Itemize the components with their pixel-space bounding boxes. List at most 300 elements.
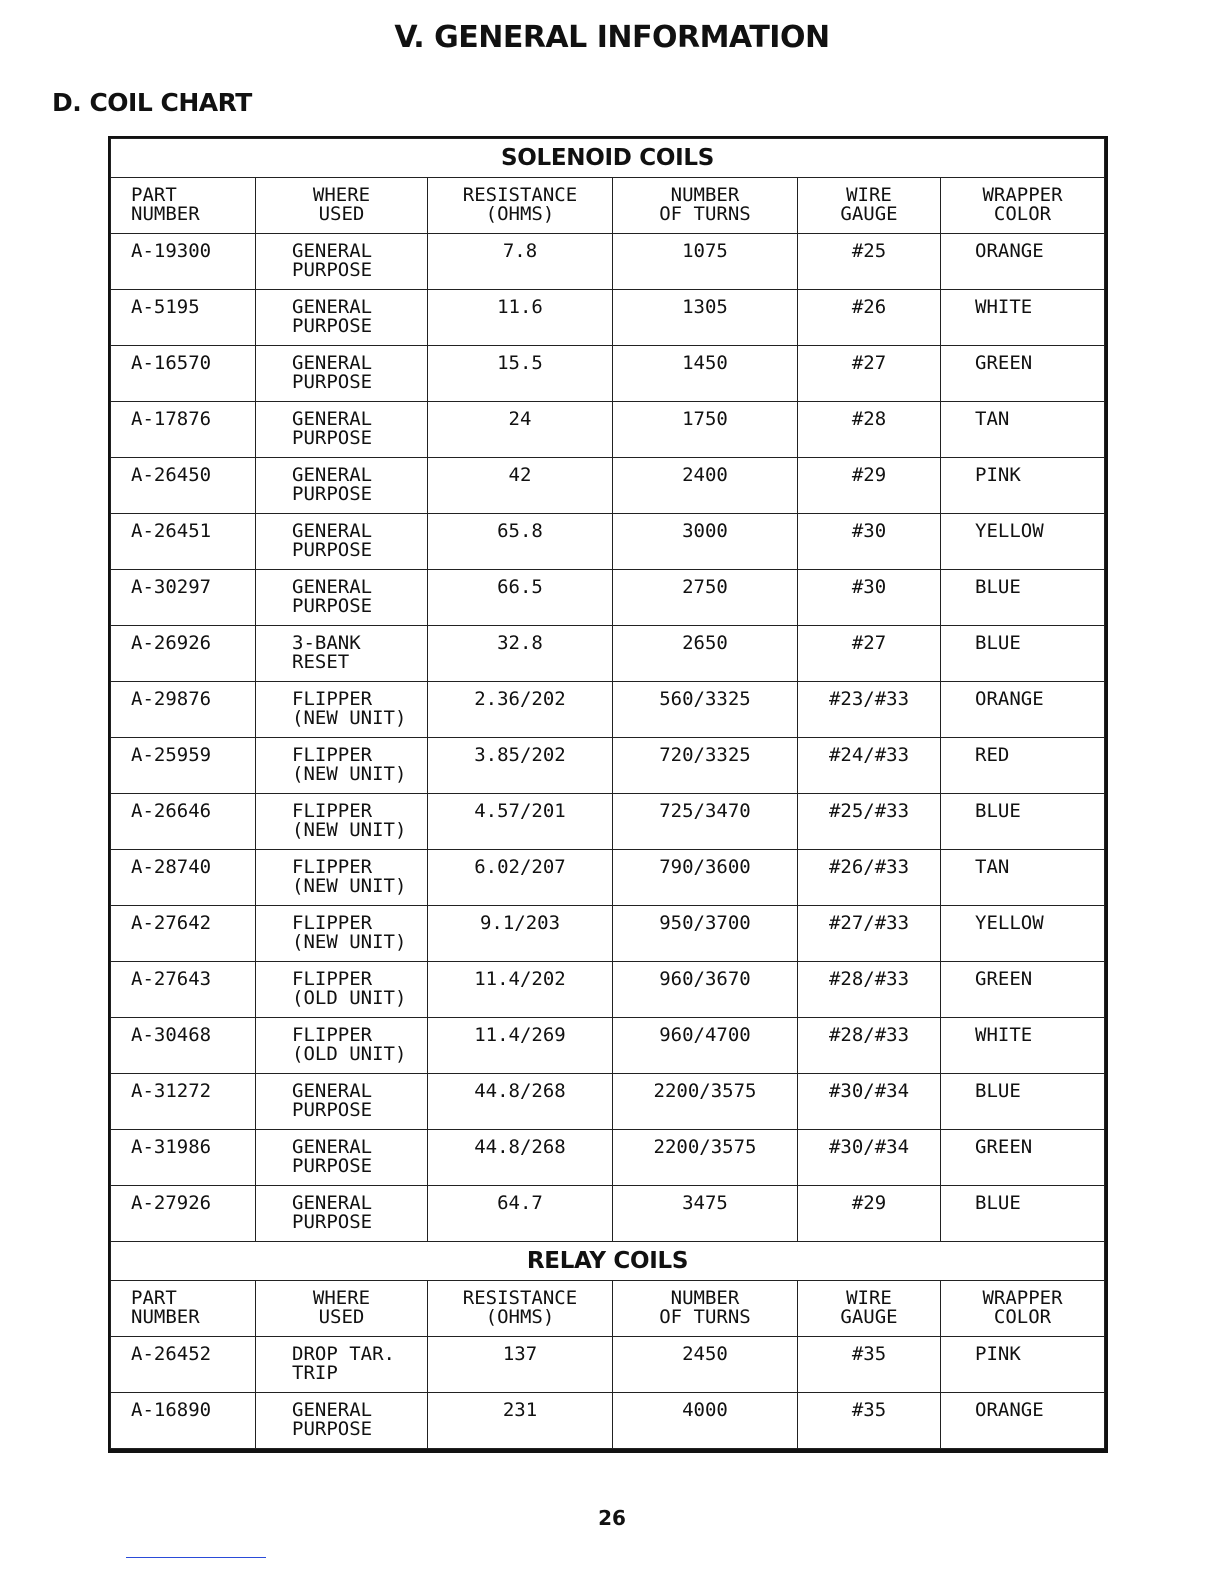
where-used-cell [256,346,428,402]
wrapper-color-cell-text: BLUE [975,800,1021,822]
part-number-cell [111,1186,256,1242]
part-number-cell-text: A-26450 [131,464,212,486]
turns-cell [613,794,798,850]
where-used-cell-text: GENERAL [292,520,373,542]
turns-cell [613,514,798,570]
column-header-number-of-turns [613,178,798,234]
where-used-cell-text: GENERAL [292,1192,373,1214]
header-line: WHERE [312,184,371,206]
table-row [111,1186,1105,1242]
turns-cell-text: 2650 [682,632,728,654]
header-row [111,1281,1105,1337]
turns-cell [613,1130,798,1186]
where-used-cell [256,1393,428,1449]
part-number-cell-text: A-28740 [131,856,212,878]
where-used-cell-text: FLIPPER [292,688,373,710]
turns-cell-text: 960/3670 [659,968,751,990]
resistance-cell [428,514,613,570]
where-used-cell-text: PURPOSE [292,539,373,561]
resistance-cell [428,906,613,962]
resistance-cell-text: 11.4/202 [474,968,566,990]
part-number-cell [111,290,256,346]
turns-cell-text: 2200/3575 [653,1136,757,1158]
underline-mark [126,1557,266,1558]
turns-cell [613,402,798,458]
column-header-part-number [111,178,256,234]
wrapper-color-cell-text: BLUE [975,632,1021,654]
where-used-cell-text: FLIPPER [292,1024,373,1046]
wrapper-color-cell-text: BLUE [975,576,1021,598]
wire-gauge-cell-text: #26/#33 [828,856,910,878]
header-line: NUMBER [670,1287,740,1309]
turns-cell-text: 3475 [682,1192,728,1214]
where-used-cell-text: GENERAL [292,408,373,430]
table-row [111,346,1105,402]
resistance-cell [428,570,613,626]
part-number-cell-text: A-29876 [131,688,212,710]
where-used-cell-text: (NEW UNIT) [292,931,407,953]
wrapper-color-cell [941,1074,1105,1130]
wrapper-color-cell-text: TAN [975,408,1010,430]
turns-cell [613,234,798,290]
turns-cell-text: 1305 [682,296,728,318]
relay-banner [111,1242,1105,1281]
resistance-cell-text: 66.5 [497,576,543,598]
where-used-cell-text: (NEW UNIT) [292,819,407,841]
resistance-cell [428,402,613,458]
header-line: PART [131,1287,177,1309]
where-used-cell [256,962,428,1018]
part-number-cell [111,402,256,458]
wire-gauge-cell [798,1393,941,1449]
where-used-cell-text: RESET [292,651,350,673]
wire-gauge-cell-text: #25 [851,240,887,262]
header-line: RESISTANCE [462,184,578,206]
resistance-cell [428,850,613,906]
header-line: (OHMS) [485,203,555,225]
header-line: GAUGE [840,1306,898,1328]
where-used-cell-text: GENERAL [292,464,373,486]
where-used-cell-text: (NEW UNIT) [292,763,407,785]
wire-gauge-cell-text: #28/#33 [828,968,910,990]
wire-gauge-cell-text: #27 [851,632,887,654]
resistance-cell-text: 44.8/268 [474,1136,566,1158]
wire-gauge-cell [798,290,941,346]
wrapper-color-cell [941,346,1105,402]
where-used-cell-text: (NEW UNIT) [292,707,407,729]
turns-cell [613,682,798,738]
wire-gauge-cell-text: #23/#33 [828,688,910,710]
turns-cell [613,1018,798,1074]
where-used-cell-text: PURPOSE [292,1418,373,1440]
wire-gauge-cell [798,346,941,402]
part-number-cell [111,738,256,794]
wrapper-color-cell-text: ORANGE [975,1399,1044,1421]
wire-gauge-cell-text: #27/#33 [828,912,910,934]
column-header-wrapper-color [941,1281,1105,1337]
header-line: USED [318,1306,365,1328]
turns-cell [613,850,798,906]
where-used-cell-text: GENERAL [292,1136,373,1158]
wire-gauge-cell-text: #35 [851,1343,887,1365]
wire-gauge-cell-text: #28/#33 [828,1024,910,1046]
wire-gauge-cell-text: #35 [851,1399,887,1421]
part-number-cell-text: A-26451 [131,520,212,542]
resistance-cell [428,346,613,402]
header-line: (OHMS) [485,1306,555,1328]
wrapper-color-cell [941,850,1105,906]
part-number-cell-text: A-27926 [131,1192,212,1214]
column-header-wire-gauge [798,1281,941,1337]
part-number-cell-text: A-27642 [131,912,212,934]
turns-cell [613,1074,798,1130]
where-used-cell-text: (OLD UNIT) [292,987,407,1009]
where-used-cell [256,626,428,682]
part-number-cell-text: A-31272 [131,1080,212,1102]
resistance-cell [428,794,613,850]
where-used-cell [256,1130,428,1186]
turns-cell-text: 960/4700 [659,1024,751,1046]
resistance-cell [428,458,613,514]
where-used-cell-text: PURPOSE [292,595,373,617]
part-number-cell [111,1393,256,1449]
turns-cell [613,906,798,962]
wire-gauge-cell [798,962,941,1018]
wrapper-color-cell [941,906,1105,962]
turns-cell [613,1393,798,1449]
where-used-cell-text: (NEW UNIT) [292,875,407,897]
resistance-cell [428,738,613,794]
table-row [111,738,1105,794]
wire-gauge-cell [798,1130,941,1186]
table-row [111,682,1105,738]
turns-cell [613,962,798,1018]
resistance-cell-text: 231 [502,1399,538,1421]
wrapper-color-cell-text: GREEN [975,352,1033,374]
where-used-cell-text: PURPOSE [292,315,373,337]
wire-gauge-cell [798,458,941,514]
turns-cell-text: 1075 [682,240,728,262]
wire-gauge-cell [798,570,941,626]
where-used-cell-text: FLIPPER [292,912,373,934]
where-used-cell [256,906,428,962]
header-line: GAUGE [840,203,898,225]
wrapper-color-cell [941,626,1105,682]
turns-cell [613,626,798,682]
wire-gauge-cell-text: #30/#34 [828,1080,910,1102]
table-row [111,794,1105,850]
resistance-cell-text: 15.5 [497,352,543,374]
part-number-cell [111,682,256,738]
where-used-cell [256,1018,428,1074]
wire-gauge-cell-text: #30/#34 [828,1136,910,1158]
resistance-cell [428,234,613,290]
where-used-cell [256,514,428,570]
page-number: 26 [598,1506,626,1530]
part-number-cell-text: A-17876 [131,408,212,430]
resistance-cell [428,626,613,682]
wire-gauge-cell [798,234,941,290]
wrapper-color-cell [941,458,1105,514]
wrapper-color-cell-text: ORANGE [975,240,1044,262]
solenoid-title: SOLENOID COILS [111,139,1105,178]
wire-gauge-cell [798,626,941,682]
column-header-where-used [256,1281,428,1337]
wrapper-color-cell-text: GREEN [975,968,1033,990]
resistance-cell-text: 24 [508,408,532,430]
column-header-number-of-turns [613,1281,798,1337]
resistance-cell-text: 11.6 [497,296,543,318]
resistance-cell-text: 9.1/203 [479,912,561,934]
where-used-cell-text: GENERAL [292,1399,373,1421]
part-number-cell [111,1074,256,1130]
header-line: WIRE [846,1287,892,1309]
header-line: COLOR [993,203,1052,225]
part-number-cell-text: A-19300 [131,240,212,262]
resistance-cell-text: 44.8/268 [474,1080,566,1102]
where-used-cell-text: 3-BANK [292,632,361,654]
part-number-cell-text: A-27643 [131,968,212,990]
where-used-cell [256,738,428,794]
column-header-wrapper-color [941,178,1105,234]
turns-cell-text: 2400 [682,464,728,486]
wrapper-color-cell [941,962,1105,1018]
table-row [111,850,1105,906]
where-used-cell-text: TRIP [292,1362,338,1384]
wrapper-color-cell-text: YELLOW [975,912,1044,934]
header-line: USED [318,203,365,225]
table-row [111,626,1105,682]
part-number-cell [111,1130,256,1186]
wire-gauge-cell-text: #28 [851,408,887,430]
where-used-cell-text: FLIPPER [292,968,373,990]
relay-title: RELAY COILS [111,1242,1105,1281]
wrapper-color-cell [941,402,1105,458]
wire-gauge-cell [798,850,941,906]
wire-gauge-cell [798,402,941,458]
solenoid-section [111,139,1105,1242]
wire-gauge-cell [798,1186,941,1242]
header-line: WHERE [312,1287,371,1309]
header-line: NUMBER [131,1306,200,1328]
turns-cell-text: 4000 [682,1399,728,1421]
section-title: D. COIL CHART [52,88,252,117]
column-header-where-used [256,178,428,234]
column-header-part-number [111,1281,256,1337]
where-used-cell-text: PURPOSE [292,427,373,449]
part-number-cell-text: A-26452 [131,1343,212,1365]
where-used-cell-text: PURPOSE [292,371,373,393]
wrapper-color-cell-text: BLUE [975,1080,1021,1102]
where-used-cell [256,1337,428,1393]
resistance-cell-text: 7.8 [502,240,538,262]
table-row [111,514,1105,570]
part-number-cell-text: A-5195 [131,296,200,318]
where-used-cell-text: PURPOSE [292,259,373,281]
header-line: PART [131,184,177,206]
turns-cell-text: 1750 [682,408,728,430]
part-number-cell [111,626,256,682]
turns-cell-text: 790/3600 [659,856,751,878]
coil-chart [108,136,1108,1453]
coil-table [110,138,1105,1449]
resistance-cell [428,1186,613,1242]
part-number-cell [111,234,256,290]
turns-cell-text: 2750 [682,576,728,598]
part-number-cell [111,514,256,570]
where-used-cell [256,1186,428,1242]
table-row [111,570,1105,626]
part-number-cell [111,906,256,962]
header-row [111,178,1105,234]
wrapper-color-cell-text: PINK [975,1343,1021,1365]
relay-section [111,1242,1105,1449]
turns-cell [613,570,798,626]
table-row [111,290,1105,346]
wire-gauge-cell-text: #29 [851,464,887,486]
resistance-cell-text: 64.7 [497,1192,543,1214]
wire-gauge-cell-text: #29 [851,1192,887,1214]
wrapper-color-cell [941,1130,1105,1186]
wire-gauge-cell [798,682,941,738]
where-used-cell [256,402,428,458]
part-number-cell [111,962,256,1018]
table-row [111,402,1105,458]
wire-gauge-cell [798,1018,941,1074]
where-used-cell [256,682,428,738]
wire-gauge-cell-text: #30 [851,520,887,542]
where-used-cell-text: FLIPPER [292,744,373,766]
where-used-cell-text: PURPOSE [292,1211,373,1233]
wrapper-color-cell [941,738,1105,794]
part-number-cell-text: A-25959 [131,744,212,766]
resistance-cell [428,1130,613,1186]
wrapper-color-cell [941,570,1105,626]
wrapper-color-cell-text: PINK [975,464,1021,486]
resistance-cell [428,1074,613,1130]
wrapper-color-cell-text: YELLOW [975,520,1044,542]
wrapper-color-cell [941,1337,1105,1393]
turns-cell [613,346,798,402]
table-row [111,1018,1105,1074]
resistance-cell-text: 2.36/202 [474,688,566,710]
resistance-cell [428,682,613,738]
resistance-cell [428,1393,613,1449]
turns-cell-text: 2450 [682,1343,728,1365]
resistance-cell-text: 6.02/207 [474,856,566,878]
header-line: OF TURNS [659,1306,751,1328]
resistance-cell-text: 65.8 [497,520,543,542]
part-number-cell-text: A-30468 [131,1024,212,1046]
where-used-cell-text: PURPOSE [292,483,373,505]
resistance-cell [428,290,613,346]
where-used-cell-text: GENERAL [292,1080,373,1102]
column-header-wire-gauge [798,178,941,234]
where-used-cell [256,458,428,514]
wire-gauge-cell-text: #24/#33 [828,744,910,766]
part-number-cell-text: A-30297 [131,576,212,598]
wrapper-color-cell [941,1393,1105,1449]
table-row [111,1393,1105,1449]
wrapper-color-cell-text: BLUE [975,1192,1021,1214]
where-used-cell-text: GENERAL [292,576,373,598]
where-used-cell [256,570,428,626]
wire-gauge-cell [798,738,941,794]
turns-cell-text: 560/3325 [659,688,751,710]
table-row [111,458,1105,514]
wrapper-color-cell [941,682,1105,738]
turns-cell-text: 1450 [682,352,728,374]
turns-cell-text: 3000 [682,520,728,542]
wire-gauge-cell [798,794,941,850]
resistance-cell-text: 32.8 [497,632,543,654]
wrapper-color-cell-text: GREEN [975,1136,1033,1158]
wire-gauge-cell-text: #27 [851,352,887,374]
wrapper-color-cell-text: TAN [975,856,1010,878]
table-row [111,1337,1105,1393]
turns-cell [613,738,798,794]
turns-cell [613,290,798,346]
part-number-cell [111,570,256,626]
where-used-cell [256,1074,428,1130]
wrapper-color-cell-text: WHITE [975,296,1033,318]
turns-cell-text: 2200/3575 [653,1080,757,1102]
header-line: COLOR [993,1306,1052,1328]
resistance-cell [428,962,613,1018]
where-used-cell-text: (OLD UNIT) [292,1043,407,1065]
solenoid-banner [111,139,1105,178]
table-row [111,1074,1105,1130]
table-row [111,962,1105,1018]
resistance-cell-text: 4.57/201 [474,800,566,822]
part-number-cell [111,850,256,906]
resistance-cell [428,1018,613,1074]
resistance-cell [428,1337,613,1393]
turns-cell-text: 950/3700 [659,912,751,934]
header-line: WRAPPER [982,184,1063,206]
wrapper-color-cell-text: RED [975,744,1010,766]
wire-gauge-cell [798,1074,941,1130]
part-number-cell-text: A-26926 [131,632,212,654]
part-number-cell [111,346,256,402]
where-used-cell [256,290,428,346]
wire-gauge-cell [798,514,941,570]
turns-cell [613,1337,798,1393]
header-line: NUMBER [670,184,740,206]
table-row [111,906,1105,962]
wrapper-color-cell [941,290,1105,346]
wire-gauge-cell-text: #30 [851,576,887,598]
where-used-cell [256,850,428,906]
part-number-cell-text: A-26646 [131,800,212,822]
where-used-cell-text: PURPOSE [292,1155,373,1177]
where-used-cell [256,794,428,850]
table-row [111,1130,1105,1186]
wrapper-color-cell [941,234,1105,290]
wire-gauge-cell [798,1337,941,1393]
turns-cell [613,1186,798,1242]
part-number-cell-text: A-31986 [131,1136,212,1158]
where-used-cell-text: GENERAL [292,240,373,262]
column-header-resistance [428,1281,613,1337]
part-number-cell-text: A-16890 [131,1399,212,1421]
wrapper-color-cell [941,1186,1105,1242]
wire-gauge-cell-text: #25/#33 [828,800,910,822]
header-line: OF TURNS [659,203,751,225]
turns-cell-text: 725/3470 [659,800,751,822]
where-used-cell-text: GENERAL [292,352,373,374]
resistance-cell-text: 137 [502,1343,538,1365]
